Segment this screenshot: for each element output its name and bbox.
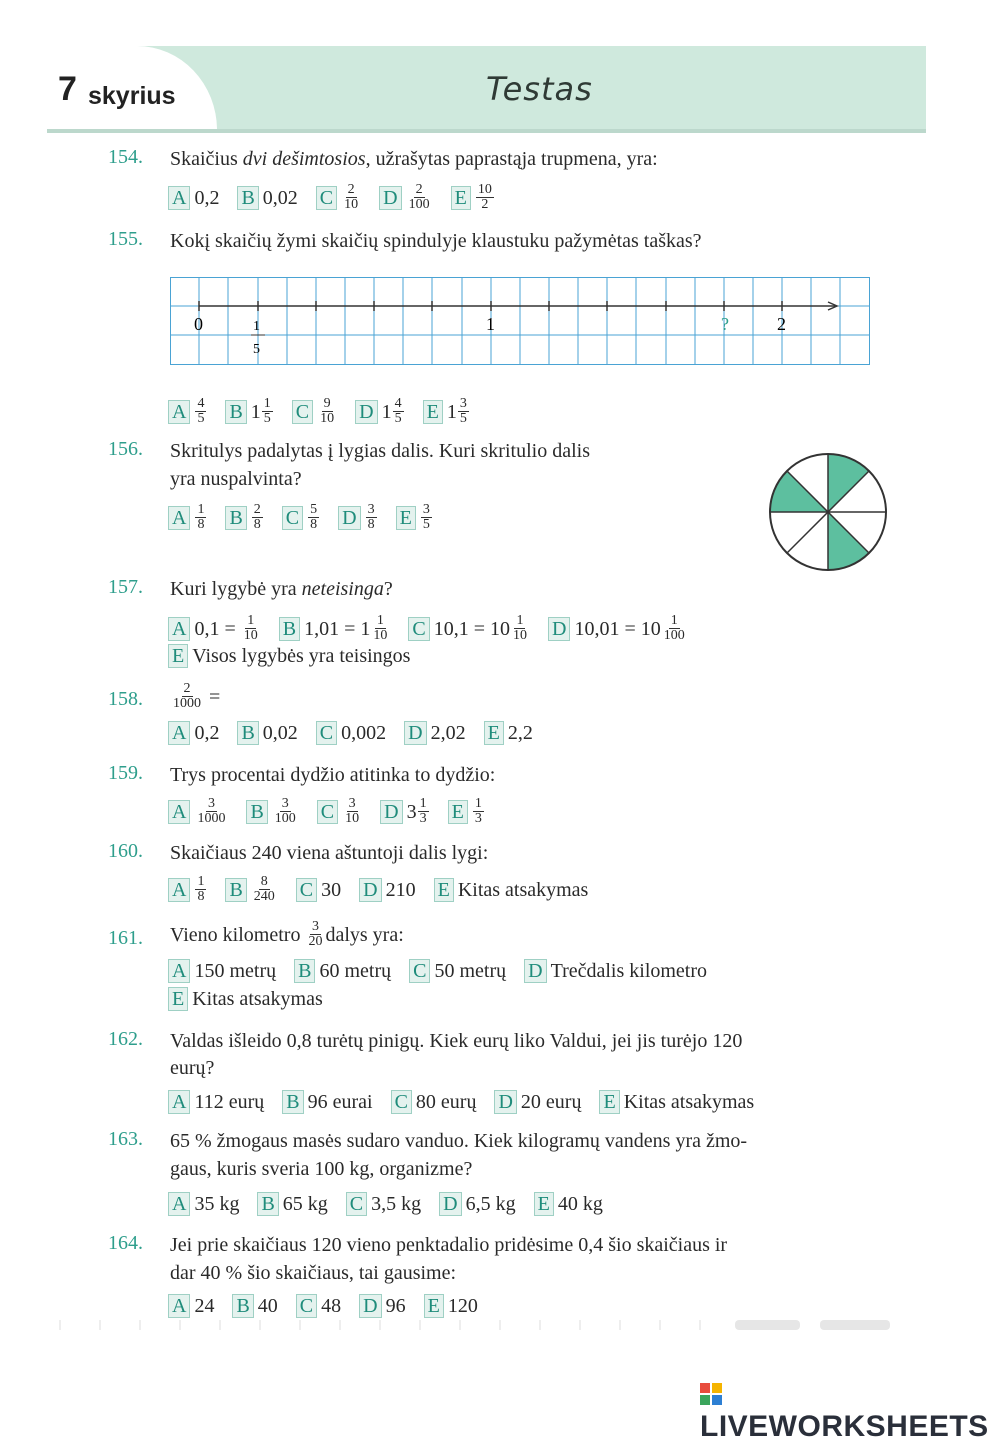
option-159-e[interactable] — [448, 797, 485, 826]
option-160-c[interactable] — [296, 877, 341, 903]
fraction — [171, 682, 203, 711]
liveworksheets-badge-icon — [700, 1383, 722, 1405]
option-162-c[interactable] — [391, 1089, 477, 1115]
numerator: 1 — [197, 874, 205, 889]
option-text: 60 metrų — [319, 960, 392, 982]
option-letter[interactable]: B — [294, 959, 315, 983]
fraction — [366, 503, 377, 532]
option-164-e[interactable] — [424, 1293, 478, 1319]
option-text: 30 — [321, 878, 342, 901]
option-letter[interactable]: B — [225, 878, 246, 902]
numerator: 1 — [670, 613, 678, 628]
question-number-161: 161. — [108, 927, 143, 949]
option-157-d[interactable] — [548, 614, 688, 643]
option-162-a[interactable] — [168, 1089, 264, 1115]
numerator: 1 — [474, 796, 482, 811]
denominator: 100 — [663, 628, 685, 643]
option-letter[interactable]: A — [168, 506, 190, 530]
option-text: 210 — [385, 878, 416, 901]
option-letter[interactable]: E — [451, 186, 471, 210]
option-text: 2,2 — [507, 722, 533, 744]
option-text: Trečdalis kilometro — [550, 960, 708, 982]
option-text: 35 kg — [194, 1193, 240, 1215]
question-number-157: 157. — [108, 576, 143, 598]
fraction — [195, 875, 206, 904]
numerator: 4 — [197, 396, 205, 411]
option-letter[interactable]: C — [282, 506, 303, 530]
option-161-e[interactable] — [168, 986, 323, 1012]
option-letter[interactable]: D — [359, 1294, 381, 1318]
option-text: 96 — [385, 1295, 406, 1317]
fraction — [242, 614, 260, 643]
denominator: 240 — [253, 889, 275, 904]
numerator: 2 — [253, 502, 261, 517]
fraction — [476, 183, 494, 212]
option-letter[interactable]: A — [168, 186, 190, 210]
option-letter[interactable]: C — [409, 959, 430, 983]
option-161-b[interactable] — [294, 958, 391, 984]
question-159-text: Trys procentai dydžio atitinka to dydžio: — [170, 764, 496, 786]
option-text: 3,5 kg — [371, 1193, 422, 1215]
pie-shaded-slice-2 — [770, 471, 828, 512]
option-159-c[interactable] — [317, 797, 362, 826]
number-line-grid — [170, 277, 870, 365]
option-164-a[interactable] — [168, 1293, 214, 1319]
pie-diagram — [766, 450, 890, 574]
denominator: 8 — [197, 889, 205, 904]
question-154-text — [170, 146, 658, 172]
page-title: Testas — [486, 70, 593, 108]
option-letter[interactable]: B — [257, 1192, 278, 1216]
option-text: 50 metrų — [434, 960, 507, 982]
fraction — [473, 797, 484, 826]
option-text: 65 kg — [282, 1193, 328, 1215]
option-letter[interactable]: B — [246, 800, 267, 824]
option-letter[interactable]: E — [434, 878, 454, 902]
question-160-options — [168, 875, 606, 904]
option-text: 24 — [194, 1295, 215, 1317]
option-letter[interactable]: B — [237, 721, 258, 745]
denominator: 10 — [373, 628, 388, 643]
option-letter[interactable]: E — [484, 721, 504, 745]
denominator: 5 — [422, 517, 430, 532]
option-letter[interactable]: E — [396, 506, 416, 530]
denominator: 20 — [308, 934, 323, 949]
option-text: Kitas atsakymas — [457, 878, 589, 901]
option-155-e[interactable] — [423, 397, 470, 426]
numerator: 3 — [311, 919, 319, 934]
option-157-a[interactable] — [168, 614, 261, 643]
numerator: 3 — [367, 502, 375, 517]
option-162-d[interactable] — [494, 1089, 581, 1115]
option-154-c[interactable] — [316, 183, 361, 212]
option-letter[interactable]: E — [448, 800, 468, 824]
option-161-c[interactable] — [409, 958, 506, 984]
fraction — [195, 503, 206, 532]
question-159-options — [168, 797, 503, 826]
fraction — [252, 503, 263, 532]
question-157-options — [168, 614, 706, 643]
option-158-c[interactable] — [316, 720, 386, 746]
question-158-expression — [170, 682, 220, 711]
denominator: 8 — [367, 517, 375, 532]
option-155-b[interactable] — [225, 397, 273, 426]
option-letter[interactable]: B — [225, 506, 246, 530]
option-163-c[interactable] — [346, 1191, 421, 1217]
denominator: 5 — [459, 411, 467, 426]
numerator: 9 — [323, 396, 331, 411]
option-text: 150 metrų — [194, 960, 277, 982]
tick-label-fifth-den: 5 — [253, 342, 260, 357]
numerator: 2 — [183, 681, 191, 696]
option-text: 40 kg — [557, 1193, 603, 1215]
question-number-163: 163. — [108, 1128, 143, 1150]
numerator: 4 — [394, 396, 402, 411]
question-164-options — [168, 1293, 496, 1319]
option-159-b[interactable] — [246, 797, 298, 826]
fraction — [308, 503, 319, 532]
question-156-options — [168, 503, 451, 532]
q161-text-b: dalys yra: — [325, 923, 404, 946]
option-letter[interactable]: D — [379, 186, 401, 210]
fraction — [393, 397, 404, 426]
option-text: 0,2 — [194, 186, 220, 209]
option-text: 48 — [321, 1295, 342, 1317]
question-162-line1: Valdas išleido 0,8 turėtų pinigų. Kiek eurų liko Valdui, jei jis turėjo 120 — [170, 1030, 743, 1052]
option-letter[interactable]: D — [494, 1090, 516, 1114]
option-163-e[interactable] — [534, 1191, 603, 1217]
fraction — [511, 614, 529, 643]
fraction — [371, 614, 389, 643]
question-156-line2: yra nuspalvinta? — [170, 468, 302, 490]
option-letter[interactable]: B — [282, 1090, 303, 1114]
option-letter[interactable]: A — [168, 1294, 190, 1318]
q157-text-em: neteisinga — [301, 578, 384, 600]
option-letter[interactable]: C — [316, 186, 337, 210]
option-letter[interactable]: B — [225, 400, 246, 424]
option-155-d[interactable] — [355, 397, 404, 426]
fraction — [318, 397, 336, 426]
option-text: 2,02 — [430, 722, 466, 744]
option-letter[interactable]: A — [168, 1192, 190, 1216]
fraction — [342, 183, 360, 212]
equation-left: 1,01 = 1 — [304, 617, 371, 640]
numerator: 1 — [263, 396, 271, 411]
option-letter[interactable]: D — [359, 878, 381, 902]
tick-label-0: 0 — [194, 314, 203, 334]
question-number-156: 156. — [108, 438, 143, 460]
denominator: 100 — [274, 811, 296, 826]
option-156-e[interactable] — [396, 503, 433, 532]
numerator: 1 — [419, 796, 427, 811]
whole-part: 1 — [446, 400, 457, 423]
option-158-b[interactable] — [237, 720, 297, 746]
option-text: 40 — [257, 1295, 278, 1317]
option-letter[interactable]: E — [423, 400, 443, 424]
q157-text-a: Kuri lygybė yra — [170, 578, 302, 600]
option-162-e[interactable] — [599, 1089, 754, 1115]
option-161-a[interactable] — [168, 958, 276, 984]
option-letter[interactable]: C — [391, 1090, 412, 1114]
option-letter[interactable]: D — [439, 1192, 461, 1216]
page-bottom-ruler — [0, 1318, 930, 1332]
option-159-a[interactable] — [168, 797, 228, 826]
denominator: 100 — [408, 197, 430, 212]
q154-text-em: dvi dešimtosios — [242, 148, 366, 170]
option-text: 0,002 — [341, 722, 387, 744]
fraction — [421, 503, 432, 532]
option-text: 120 — [447, 1295, 478, 1317]
denominator: 5 — [197, 411, 205, 426]
numerator: 10 — [477, 182, 492, 197]
question-163-options — [168, 1191, 621, 1217]
option-157-e[interactable] — [168, 643, 410, 669]
q157-text-b: ? — [383, 578, 393, 600]
liveworksheets-text: LIVEWORKSHEETS — [700, 1410, 989, 1443]
option-letter[interactable]: A — [168, 1090, 190, 1114]
denominator: 10 — [512, 628, 527, 643]
denominator: 10 — [243, 628, 258, 643]
equation-left: 10,1 = 10 — [433, 617, 510, 640]
tick-label-2: 2 — [777, 314, 786, 334]
option-161-d[interactable] — [524, 958, 707, 984]
option-160-b[interactable] — [225, 875, 277, 904]
option-154-d[interactable] — [379, 183, 432, 212]
question-154-options — [168, 183, 513, 212]
numerator: 3 — [207, 796, 215, 811]
option-text: 80 eurų — [415, 1091, 477, 1113]
option-163-d[interactable] — [439, 1191, 515, 1217]
option-text: 0,02 — [262, 186, 298, 209]
option-154-e[interactable] — [451, 183, 495, 212]
option-158-a[interactable] — [168, 720, 219, 746]
denominator: 10 — [345, 811, 360, 826]
question-number-162: 162. — [108, 1028, 143, 1050]
denominator: 2 — [481, 197, 489, 212]
option-letter[interactable]: D — [548, 617, 570, 641]
option-158-d[interactable] — [404, 720, 465, 746]
numerator: 1 — [376, 613, 384, 628]
option-letter[interactable]: C — [296, 878, 317, 902]
question-number-160: 160. — [108, 840, 143, 862]
denominator: 1000 — [173, 696, 201, 711]
question-158-options — [168, 720, 551, 746]
fraction — [252, 875, 277, 904]
pie-shaded-slice-1 — [828, 454, 869, 512]
numerator: 8 — [260, 874, 268, 889]
denominator: 8 — [310, 517, 318, 532]
fraction — [662, 614, 687, 643]
option-letter[interactable]: D — [355, 400, 377, 424]
question-163-line2: gaus, kuris sveria 100 kg, organizme? — [170, 1158, 473, 1180]
option-letter[interactable]: B — [237, 186, 258, 210]
numerator: 3 — [281, 796, 289, 811]
option-text: 0,02 — [262, 722, 298, 744]
option-letter[interactable]: A — [168, 400, 190, 424]
question-number-155: 155. — [108, 228, 143, 250]
question-161-options — [168, 958, 725, 984]
tick-label-1: 1 — [486, 314, 495, 334]
option-letter[interactable]: D — [524, 959, 546, 983]
option-155-a[interactable] — [168, 397, 207, 426]
denominator: 5 — [394, 411, 402, 426]
option-155-c[interactable] — [292, 397, 337, 426]
fraction — [418, 797, 429, 826]
whole-part: 1 — [250, 400, 261, 423]
question-162-line2: eurų? — [170, 1057, 215, 1079]
fraction — [262, 397, 273, 426]
option-text: 112 eurų — [194, 1091, 265, 1113]
option-164-d[interactable] — [359, 1293, 405, 1319]
question-155-text: Kokį skaičių žymi skaičių spindulyje klaustuku pažymėtas taškas? — [170, 230, 702, 252]
question-157-text — [170, 576, 393, 602]
option-157-b[interactable] — [279, 614, 391, 643]
fraction — [195, 397, 206, 426]
question-155-options — [168, 397, 488, 426]
question-164-line1: Jei prie skaičiaus 120 vieno penktadalio pridėsime 0,4 šio skaičiaus ir — [170, 1234, 728, 1256]
denominator: 3 — [474, 811, 482, 826]
whole-part: 3 — [406, 800, 417, 823]
question-160-text: Skaičiaus 240 viena aštuntoji dalis lygi: — [170, 842, 489, 864]
numerator: 2 — [415, 182, 423, 197]
option-letter[interactable]: A — [168, 800, 190, 824]
option-letter[interactable]: A — [168, 959, 190, 983]
option-letter[interactable]: A — [168, 721, 190, 745]
option-159-d[interactable] — [380, 797, 429, 826]
q154-text-b: , užrašytas paprastąja trupmena, yra: — [365, 148, 658, 170]
option-letter[interactable]: D — [338, 506, 360, 530]
option-160-d[interactable] — [359, 877, 415, 903]
chapter-number: 7 — [58, 70, 77, 108]
numerator: 3 — [348, 796, 356, 811]
option-letter[interactable]: B — [232, 1294, 253, 1318]
option-163-b[interactable] — [257, 1191, 327, 1217]
q161-text-a: Vieno kilometro — [170, 923, 301, 946]
fraction — [306, 920, 324, 949]
numerator: 2 — [347, 182, 355, 197]
numerator: 3 — [459, 396, 467, 411]
option-text: 96 eurai — [307, 1091, 373, 1113]
option-letter[interactable]: E — [534, 1192, 554, 1216]
option-letter[interactable]: A — [168, 617, 190, 641]
option-letter[interactable]: E — [599, 1090, 619, 1114]
denominator: 10 — [320, 411, 335, 426]
equation-left: 10,01 = 10 — [574, 617, 661, 640]
numerator: 1 — [516, 613, 524, 628]
option-163-a[interactable] — [168, 1191, 239, 1217]
option-text: Kitas atsakymas — [192, 988, 323, 1010]
fraction — [407, 183, 432, 212]
option-letter[interactable]: C — [317, 800, 338, 824]
option-162-b[interactable] — [282, 1089, 372, 1115]
tick-label-fifth-num: 1 — [253, 319, 260, 334]
option-text: 0,2 — [194, 722, 220, 744]
option-text: 6,5 kg — [465, 1193, 516, 1215]
option-text: 20 eurų — [520, 1091, 582, 1113]
equation-left: 0,1 = — [194, 617, 236, 640]
denominator: 8 — [197, 517, 205, 532]
question-163-line1: 65 % žmogaus masės sudaro vanduo. Kiek kilogramų vandens yra žmo- — [170, 1130, 748, 1152]
option-letter[interactable]: E — [424, 1294, 444, 1318]
denominator: 8 — [253, 517, 261, 532]
option-letter[interactable]: A — [168, 878, 190, 902]
option-164-c[interactable] — [296, 1293, 341, 1319]
option-letter[interactable]: C — [316, 721, 337, 745]
option-156-a[interactable] — [168, 503, 207, 532]
tick-label-question: ? — [721, 314, 729, 334]
option-letter[interactable]: C — [408, 617, 429, 641]
option-text: Visos lygybės yra teisingos — [192, 645, 411, 667]
question-156-line1: Skritulys padalytas į lygias dalis. Kuri skritulio dalis — [170, 440, 590, 462]
denominator: 1000 — [197, 811, 226, 826]
option-text: Kitas atsakymas — [623, 1091, 755, 1113]
question-161-text — [170, 920, 404, 949]
option-156-b[interactable] — [225, 503, 263, 532]
option-164-b[interactable] — [232, 1293, 277, 1319]
numerator: 3 — [422, 502, 430, 517]
option-letter[interactable]: D — [404, 721, 426, 745]
question-164-line2: dar 40 % šio skaičiaus, tai gausime: — [170, 1262, 457, 1284]
pie-shaded-slice-3 — [828, 512, 869, 570]
option-158-e[interactable] — [484, 720, 533, 746]
fraction — [343, 797, 361, 826]
fraction — [195, 797, 227, 826]
header-divider — [47, 129, 926, 133]
numerator: 5 — [310, 502, 318, 517]
option-letter[interactable]: D — [380, 800, 402, 824]
option-157-c[interactable] — [408, 614, 530, 643]
denominator: 3 — [419, 811, 427, 826]
question-number-159: 159. — [108, 762, 143, 784]
option-letter[interactable]: E — [168, 644, 188, 668]
option-160-a[interactable] — [168, 875, 207, 904]
equals-sign: = — [209, 685, 221, 708]
option-letter[interactable]: C — [346, 1192, 367, 1216]
option-letter[interactable]: E — [168, 987, 188, 1011]
whole-part: 1 — [381, 400, 392, 423]
option-156-d[interactable] — [338, 503, 377, 532]
question-number-158: 158. — [108, 688, 143, 710]
option-letter[interactable]: C — [296, 1294, 317, 1318]
denominator: 10 — [344, 197, 359, 212]
option-154-b[interactable] — [237, 185, 297, 211]
q154-text-a: Skaičius — [170, 148, 243, 170]
option-160-e[interactable] — [434, 877, 589, 903]
fraction — [273, 797, 298, 826]
option-154-a[interactable] — [168, 185, 219, 211]
denominator: 5 — [263, 411, 271, 426]
question-number-164: 164. — [108, 1232, 143, 1254]
option-letter[interactable]: B — [279, 617, 300, 641]
option-letter[interactable]: C — [292, 400, 313, 424]
fraction — [458, 397, 469, 426]
question-162-options — [168, 1089, 772, 1115]
numerator: 1 — [197, 502, 205, 517]
question-number-154: 154. — [108, 146, 143, 168]
option-156-c[interactable] — [282, 503, 320, 532]
numerator: 1 — [247, 613, 255, 628]
chapter-word: skyrius — [88, 82, 176, 110]
liveworksheets-logo — [700, 1376, 1000, 1444]
